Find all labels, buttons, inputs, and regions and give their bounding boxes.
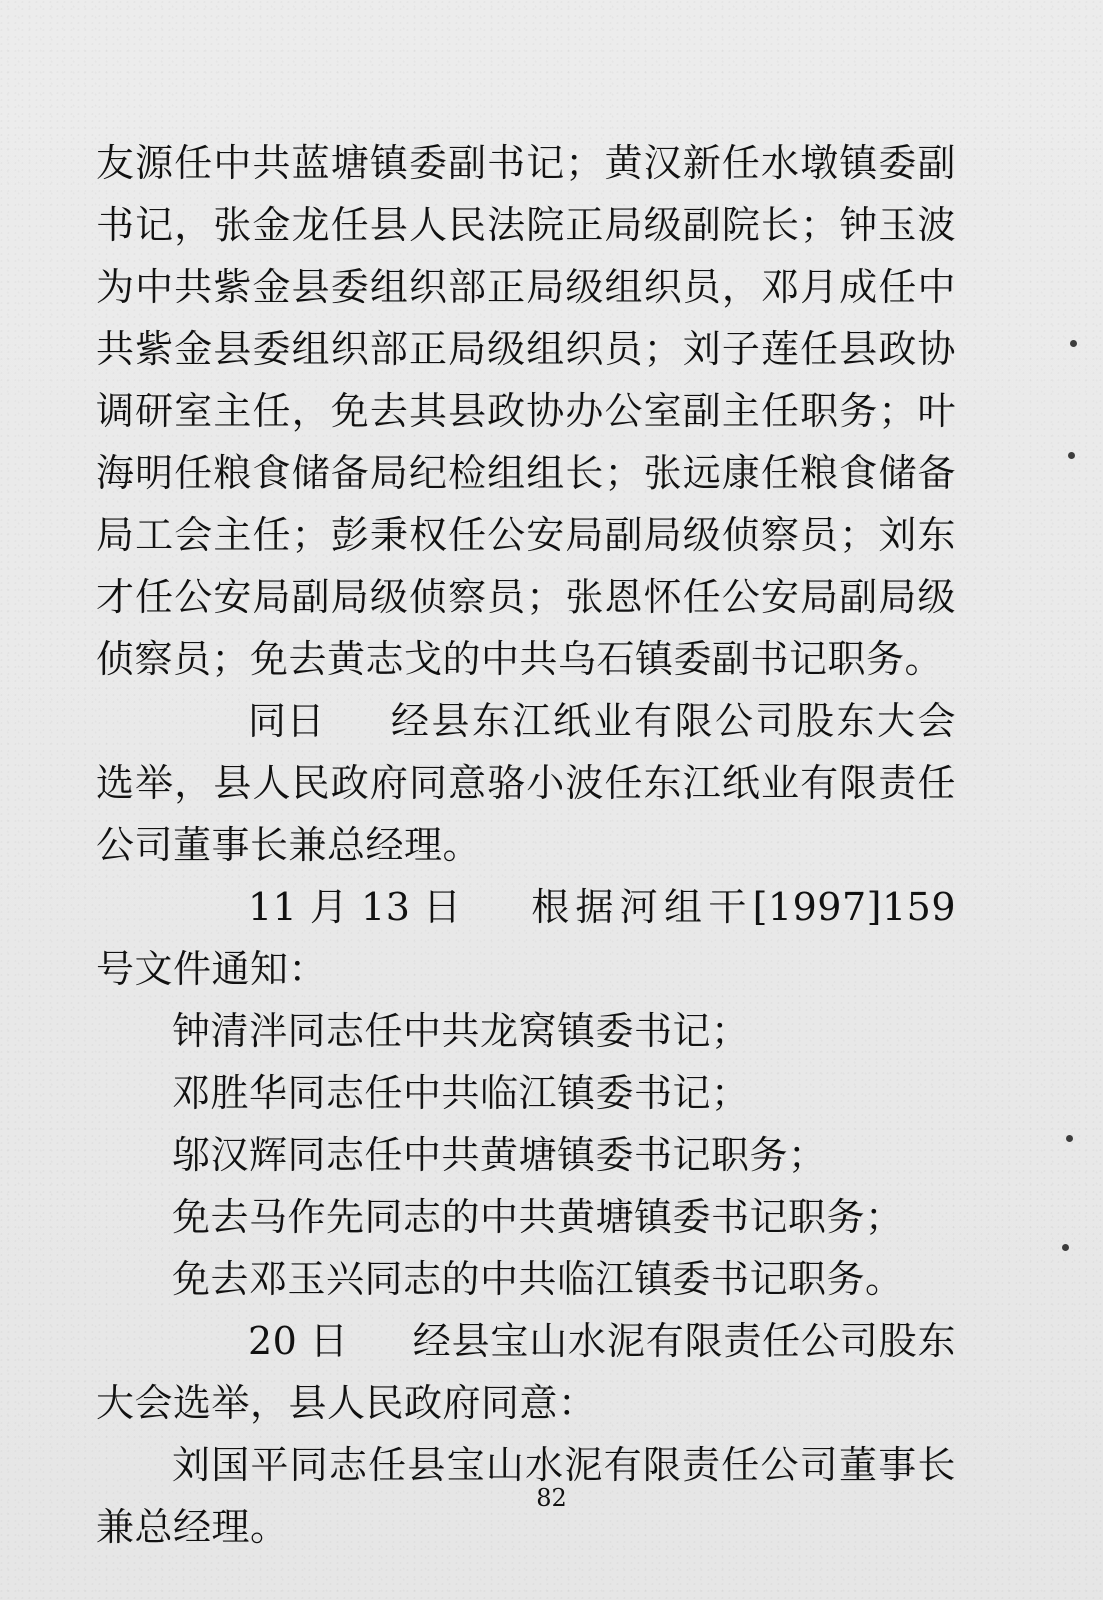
paragraph-dongjiang-paper bbox=[96, 690, 956, 876]
paragraph-liu-guoping: 刘国平同志任县宝山水泥有限责任公司董事长兼总经理。 bbox=[96, 1443, 956, 1549]
scan-speck bbox=[1070, 340, 1077, 347]
list-item: 钟清泮同志任中共龙窝镇委书记； bbox=[172, 1009, 750, 1053]
scan-speck bbox=[1062, 1244, 1069, 1251]
list-item: 邬汉辉同志任中共黄塘镇委书记职务； bbox=[172, 1133, 827, 1177]
scan-speck bbox=[1066, 1135, 1073, 1142]
page-content bbox=[96, 132, 956, 1558]
date-label: 20 日 bbox=[248, 1319, 349, 1363]
paragraph-body: 根据河组干[1997]159 号文件通知： bbox=[96, 885, 956, 991]
scan-speck bbox=[1068, 452, 1075, 459]
list-item: 邓胜华同志任中共临江镇委书记； bbox=[172, 1071, 750, 1115]
page-number: 82 bbox=[536, 1484, 567, 1512]
date-label: 11 月 13 日 bbox=[248, 885, 462, 929]
paragraph-body: 经县宝山水泥有限责任公司股东大会选举，县人民政府同意： bbox=[96, 1319, 956, 1425]
list-item: 免去邓玉兴同志的中共临江镇委书记职务。 bbox=[172, 1257, 904, 1301]
paragraph-body: 经县东江纸业有限公司股东大会选举，县人民政府同意骆小波任东江纸业有限责任公司董事长兼总经理。 bbox=[96, 699, 956, 867]
date-label: 同日 bbox=[248, 699, 326, 743]
paragraph-november-13 bbox=[96, 876, 956, 1000]
list-item: 免去马作先同志的中共黄塘镇委书记职务； bbox=[172, 1195, 904, 1239]
paragraph-appointments: 友源任中共蓝塘镇委副书记；黄汉新任水墩镇委副书记，张金龙任县人民法院正局级副院长；钟玉波为中共紫金县委组织部正局级组织员，邓月成任中共紫金县委组织部正局级组织员；刘子莲任县政协调研室主任，免去其县政协办公室副主任职务；叶海明任粮食储备局纪检组组长；张远康任粮食储备局工会主任；彭秉权任公安局副局级侦察员；刘东才任公安局副局级侦察员；张恩怀任公安局副局级侦察员；免去黄志戈的中共乌石镇委副书记职务。 bbox=[96, 141, 956, 681]
paragraph-baoshan-cement bbox=[96, 1310, 956, 1434]
